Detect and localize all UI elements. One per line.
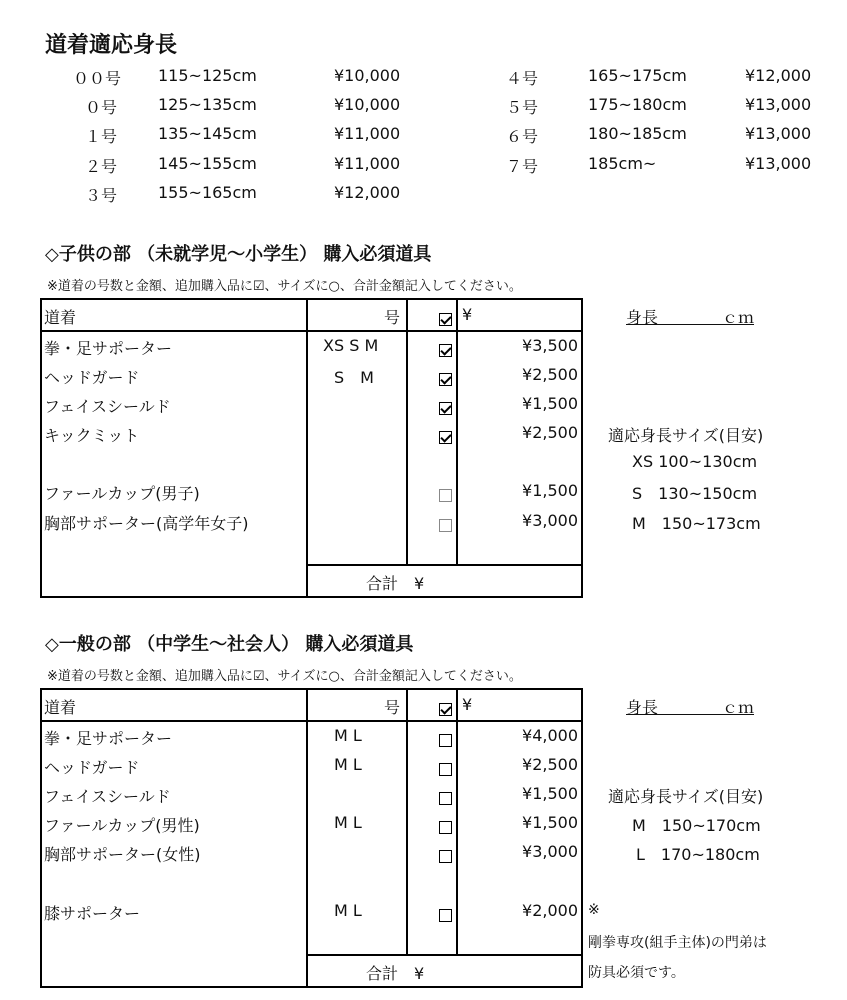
adult-size-guide-title: 適応身長サイズ(目安) bbox=[608, 787, 764, 806]
size-no: ３号 bbox=[85, 186, 118, 205]
item-price: ¥1,500 bbox=[522, 784, 578, 803]
item-name: 胸部サポーター(高学年女子) bbox=[44, 514, 249, 533]
header-size: 号 bbox=[384, 698, 401, 717]
adult-note: ※道着の号数と金額、追加購入品に☑、サイズに○、合計金額記入してください。 bbox=[47, 669, 522, 684]
header-yen: ¥ bbox=[462, 305, 473, 324]
item-price: ¥2,500 bbox=[522, 365, 578, 384]
header-size: 号 bbox=[384, 308, 401, 327]
item-checkbox[interactable] bbox=[439, 398, 452, 417]
item-checkbox[interactable] bbox=[439, 817, 452, 836]
size-no: ６号 bbox=[506, 127, 539, 146]
total-label: 合計 ¥ bbox=[366, 574, 425, 593]
size-range: 125~135cm bbox=[158, 95, 257, 114]
adult-height-field[interactable]: 身長 ｃｍ bbox=[626, 698, 755, 717]
size-price: ¥13,000 bbox=[745, 95, 812, 114]
header-check-icon bbox=[439, 699, 452, 718]
item-price: ¥4,000 bbox=[522, 726, 578, 745]
item-name: ファールカップ(男性) bbox=[44, 816, 200, 835]
item-price: ¥1,500 bbox=[522, 813, 578, 832]
size-no: １号 bbox=[85, 127, 118, 146]
item-price: ¥3,000 bbox=[522, 511, 578, 530]
item-size: XS S M bbox=[323, 336, 379, 355]
header-item: 道着 bbox=[44, 308, 77, 327]
kids-size-guide-title: 適応身長サイズ(目安) bbox=[608, 426, 764, 445]
size-range: 115~125cm bbox=[158, 66, 257, 85]
item-checkbox[interactable] bbox=[439, 730, 452, 749]
item-checkbox[interactable] bbox=[439, 515, 452, 534]
item-checkbox[interactable] bbox=[439, 759, 452, 778]
page-title: 道着適応身長 bbox=[45, 33, 178, 58]
item-price: ¥3,500 bbox=[522, 336, 578, 355]
item-checkbox[interactable] bbox=[439, 788, 452, 807]
size-price: ¥10,000 bbox=[334, 95, 401, 114]
item-checkbox[interactable] bbox=[439, 905, 452, 924]
item-price: ¥2,500 bbox=[522, 755, 578, 774]
size-price: ¥13,000 bbox=[745, 124, 812, 143]
size-price: ¥13,000 bbox=[745, 154, 812, 173]
adult-heading: ◇一般の部 （中学生〜社会人） 購入必須道具 bbox=[45, 634, 414, 655]
item-name: フェイスシールド bbox=[44, 397, 171, 416]
size-range: 135~145cm bbox=[158, 124, 257, 143]
item-name: 胸部サポーター(女性) bbox=[44, 845, 201, 864]
item-name: 拳・足サポーター bbox=[44, 339, 173, 358]
item-size: M L bbox=[334, 755, 362, 774]
item-price: ¥1,500 bbox=[522, 394, 578, 413]
item-name: 膝サポーター bbox=[44, 904, 141, 923]
item-size: S M bbox=[334, 368, 374, 387]
total-label: 合計 ¥ bbox=[366, 964, 425, 983]
adult-size-guide-item: M 150~170cm bbox=[632, 816, 761, 835]
size-no: ２号 bbox=[85, 157, 118, 176]
kids-height-field[interactable]: 身長 ｃｍ bbox=[626, 308, 755, 327]
kids-heading: ◇子供の部 （未就学児〜小学生） 購入必須道具 bbox=[45, 244, 432, 265]
item-name: ヘッドガード bbox=[44, 368, 140, 387]
item-size: M L bbox=[334, 726, 362, 745]
kids-note: ※道着の号数と金額、追加購入品に☑、サイズに○、合計金額記入してください。 bbox=[47, 279, 522, 294]
adult-footnote-line: 防具必須です。 bbox=[588, 965, 685, 981]
item-price: ¥2,500 bbox=[522, 423, 578, 442]
size-no: ４号 bbox=[506, 69, 539, 88]
item-price: ¥2,000 bbox=[522, 901, 578, 920]
size-price: ¥11,000 bbox=[334, 154, 401, 173]
adult-size-guide-item: L 170~180cm bbox=[636, 845, 760, 864]
kids-size-guide-item: XS 100~130cm bbox=[632, 452, 758, 471]
item-price: ¥1,500 bbox=[522, 481, 578, 500]
item-size: M L bbox=[334, 901, 362, 920]
size-price: ¥11,000 bbox=[334, 124, 401, 143]
item-size: M L bbox=[334, 813, 362, 832]
item-name: フェイスシールド bbox=[44, 787, 171, 806]
item-name: 拳・足サポーター bbox=[44, 729, 173, 748]
item-price: ¥3,000 bbox=[522, 842, 578, 861]
size-range: 180~185cm bbox=[588, 124, 687, 143]
size-price: ¥12,000 bbox=[745, 66, 812, 85]
item-checkbox[interactable] bbox=[439, 485, 452, 504]
adult-footnote-mark: ※ bbox=[588, 902, 600, 918]
size-no: ０号 bbox=[85, 98, 118, 117]
size-range: 185cm~ bbox=[588, 154, 657, 173]
size-range: 175~180cm bbox=[588, 95, 687, 114]
size-range: 165~175cm bbox=[588, 66, 687, 85]
item-name: キックミット bbox=[44, 426, 140, 445]
size-price: ¥12,000 bbox=[334, 183, 401, 202]
size-range: 155~165cm bbox=[158, 183, 257, 202]
kids-size-guide-item: M 150~173cm bbox=[632, 514, 761, 533]
kids-size-guide-item: S 130~150cm bbox=[632, 484, 758, 503]
item-checkbox[interactable] bbox=[439, 427, 452, 446]
header-check-icon bbox=[439, 309, 452, 328]
item-checkbox[interactable] bbox=[439, 369, 452, 388]
item-checkbox[interactable] bbox=[439, 340, 452, 359]
size-no: ００号 bbox=[73, 69, 122, 88]
size-range: 145~155cm bbox=[158, 154, 257, 173]
header-item: 道着 bbox=[44, 698, 77, 717]
size-price: ¥10,000 bbox=[334, 66, 401, 85]
adult-footnote-line: 剛拳専攻(組手主体)の門弟は bbox=[588, 935, 767, 951]
item-name: ヘッドガード bbox=[44, 758, 140, 777]
item-name: ファールカップ(男子) bbox=[44, 484, 200, 503]
header-yen: ¥ bbox=[462, 695, 473, 714]
size-no: ５号 bbox=[506, 98, 539, 117]
size-no: ７号 bbox=[506, 157, 539, 176]
item-checkbox[interactable] bbox=[439, 846, 452, 865]
